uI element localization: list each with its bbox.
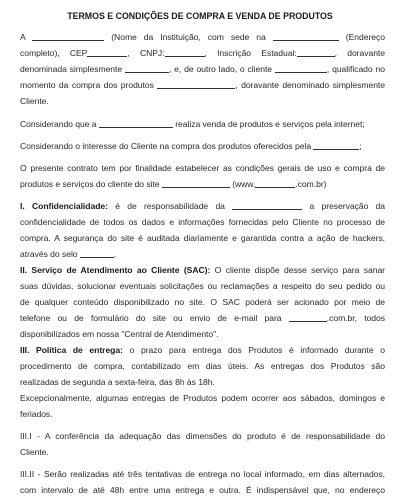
delivery-line-5: feriados. bbox=[20, 409, 53, 419]
confidentiality-line-2: confidencialidade de todos os dados e informações fornecidas pelo Cliente no processo de bbox=[20, 217, 385, 227]
delivery-sub1-line-1: III.I - A conferência da adequação das dimensões do produto é de responsabilidade do bbox=[20, 431, 385, 441]
intro-line-2: completo), CEP , CNPJ: , Inscrição Estadual: , doravante bbox=[20, 48, 385, 58]
delivery-sub2-line-2: com intervalo de até 48h entre uma entrega e outra. É indispensável que, no endereço bbox=[20, 485, 385, 495]
sac-line-5: disponibilizados em nossa "Central de Atendimento". bbox=[20, 329, 219, 339]
cep-blank bbox=[87, 48, 127, 57]
short-name-blank bbox=[125, 64, 169, 73]
client-name-blank bbox=[275, 64, 327, 73]
intro-line-1: A (Nome da Instituição, com sede na (Endereço bbox=[20, 32, 385, 42]
intro-line-4: momento da compra dos produtos , doravante denominado simplesmente bbox=[20, 80, 385, 90]
considering-line-1: Considerando que a realiza venda de produtos e serviços pela internet; bbox=[20, 119, 365, 129]
sac-line-2: suas dúvidas, solucionar eventuais solicitações ou reclamações a respeito do seu pedido ou bbox=[20, 281, 385, 291]
company-blank bbox=[99, 119, 173, 128]
intro-line-3: denominada simplesmente , e, de outro lado, o cliente , qualificado no bbox=[20, 64, 385, 74]
delivery-line-4: Excepcionalmente, algumas entregas de Produtos podem ocorrer aos sábados, domingos e bbox=[20, 393, 385, 403]
sac-heading: II. Serviço de Atendimento ao Cliente (SAC): bbox=[20, 265, 211, 275]
institution-name-blank bbox=[32, 32, 104, 41]
company-blank-2 bbox=[313, 141, 359, 150]
address-blank bbox=[273, 32, 339, 41]
intro-line-5: Cliente. bbox=[20, 96, 49, 106]
delivery-heading: III. Política de entrega: bbox=[20, 345, 123, 355]
purpose-line-2: produtos e serviços do cliente do site (www. .com.br) bbox=[20, 179, 327, 189]
state-registration-blank bbox=[297, 48, 335, 57]
confidentiality-heading: I. Confidencialidade: bbox=[20, 201, 108, 211]
email-blank bbox=[289, 313, 327, 322]
confidentiality-line-4: através do selo . bbox=[20, 249, 117, 259]
site-name-blank bbox=[162, 179, 230, 188]
products-blank bbox=[157, 80, 235, 89]
delivery-line-3: realizadas de segunda a sexta-feira, das 8h às 18h. bbox=[20, 377, 215, 387]
considering-line-2: Considerando o interesse do Cliente na compra dos produtos oferecidos pela ; bbox=[20, 141, 362, 151]
delivery-line-1: III. Política de entrega: o prazo para entrega dos Produtos é informado durante o bbox=[20, 345, 385, 355]
confidentiality-line-3: compra. A segurança do site é auditada diariamente e garantida contra a ação de hackers, bbox=[20, 233, 385, 243]
site-domain-blank bbox=[255, 179, 295, 188]
responsible-blank bbox=[232, 201, 302, 210]
purpose-line-1: O presente contrato tem por finalidade estabelecer as condições gerais de uso e compra de bbox=[20, 163, 385, 173]
sac-line-1: II. Serviço de Atendimento ao Cliente (SAC): O cliente dispõe desse serviço para sanar bbox=[20, 265, 385, 275]
document-title: TERMOS E CONDIÇÕES DE COMPRA E VENDA DE PRODUTOS bbox=[67, 11, 333, 21]
delivery-sub1-line-2: Cliente. bbox=[20, 447, 49, 457]
cnpj-blank bbox=[165, 48, 205, 57]
sac-line-3: de qualquer conteúdo disponibilizado no site. O SAC poderá ser acionado por meio de bbox=[20, 297, 385, 307]
sac-line-4: telefone ou de formulário do site ou envio de e-mail para .com.br, todos bbox=[20, 313, 385, 323]
delivery-line-2: procedimento de compra, contabilizado em dias úteis. As entregas dos Produtos são bbox=[20, 361, 385, 371]
confidentiality-line-1: I. Confidencialidade: é de responsabilidade da a preservação da bbox=[20, 201, 385, 211]
seal-blank bbox=[80, 249, 114, 258]
delivery-sub2-line-1: III.II - Serão realizadas até três tentativas de entrega no local informado, em dias alternados, bbox=[20, 469, 385, 479]
